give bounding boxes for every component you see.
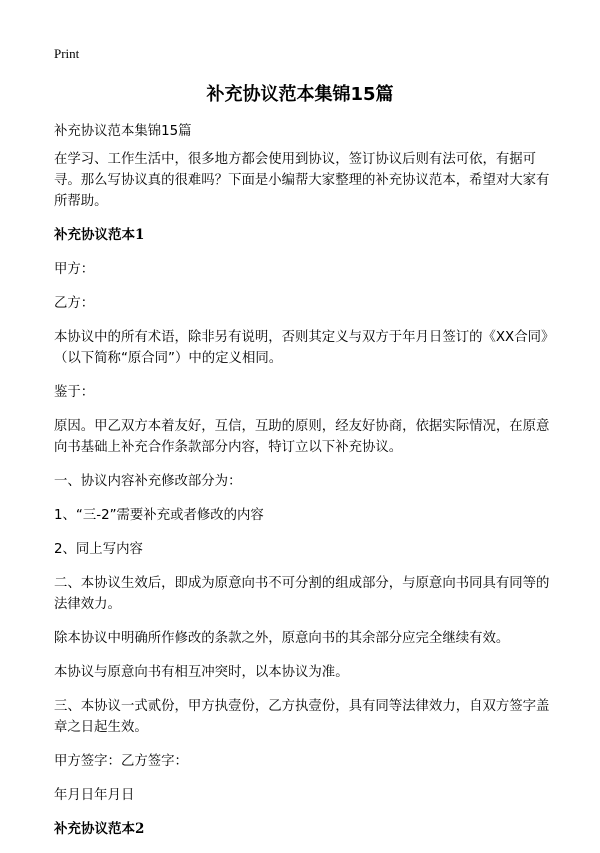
document-subtitle: 补充协议范本集锦15篇: [54, 124, 192, 139]
party-b-line: 乙方：: [54, 296, 95, 311]
date-line: 年月日年月日: [54, 788, 135, 803]
clause-2-remainder: 除本协议中明确所作修改的条款之外，原意向书的其余部分应完全继续有效。: [54, 631, 510, 646]
signature-line: 甲方签字：乙方签字：: [54, 754, 188, 769]
print-link[interactable]: Print: [54, 46, 80, 61]
clause-2: 二、本协议生效后，即成为原意向书不可分割的组成部分，与原意向书同具有同等的法律效力。: [54, 576, 550, 612]
reason-paragraph: 原因。甲乙双方本着友好，互信，互助的原则，经友好协商，依据实际情况，在原意向书基础上补充合作条款部分内容，特订立以下补充协议。: [54, 419, 550, 455]
document-title: 补充协议范本集锦15篇: [206, 84, 394, 105]
party-a-line: 甲方：: [54, 262, 95, 277]
clause-3: 三、本协议一式贰份，甲方执壹份，乙方执壹份，具有同等法律效力，自双方签字盖章之日起生效。: [54, 699, 550, 735]
section-1-heading: 补充协议范本1: [54, 227, 145, 243]
clause-1-item-1: 1、“三-2”需要补充或者修改的内容: [54, 508, 264, 523]
intro-paragraph: 在学习、工作生活中，很多地方都会使用到协议，签订协议后则有法可依，有据可寻。那么写协议真的很难吗？下面是小编帮大家整理的补充协议范本，希望对大家有所帮助。: [54, 152, 550, 209]
section-2-heading: 补充协议范本2: [54, 821, 145, 837]
clause-1: 一、协议内容补充修改部分为：: [54, 474, 242, 489]
clause-2-conflict: 本协议与原意向书有相互冲突时，以本协议为准。: [54, 665, 349, 680]
clause-1-item-2: 2、同上写内容: [54, 542, 143, 557]
terms-paragraph: 本协议中的所有术语，除非另有说明，否则其定义与双方于年月日签订的《XX合同》（以下简称“原合同”）中的定义相同。: [54, 330, 548, 366]
document-body: [54, 121, 550, 853]
whereas-line: 鉴于：: [54, 385, 95, 400]
